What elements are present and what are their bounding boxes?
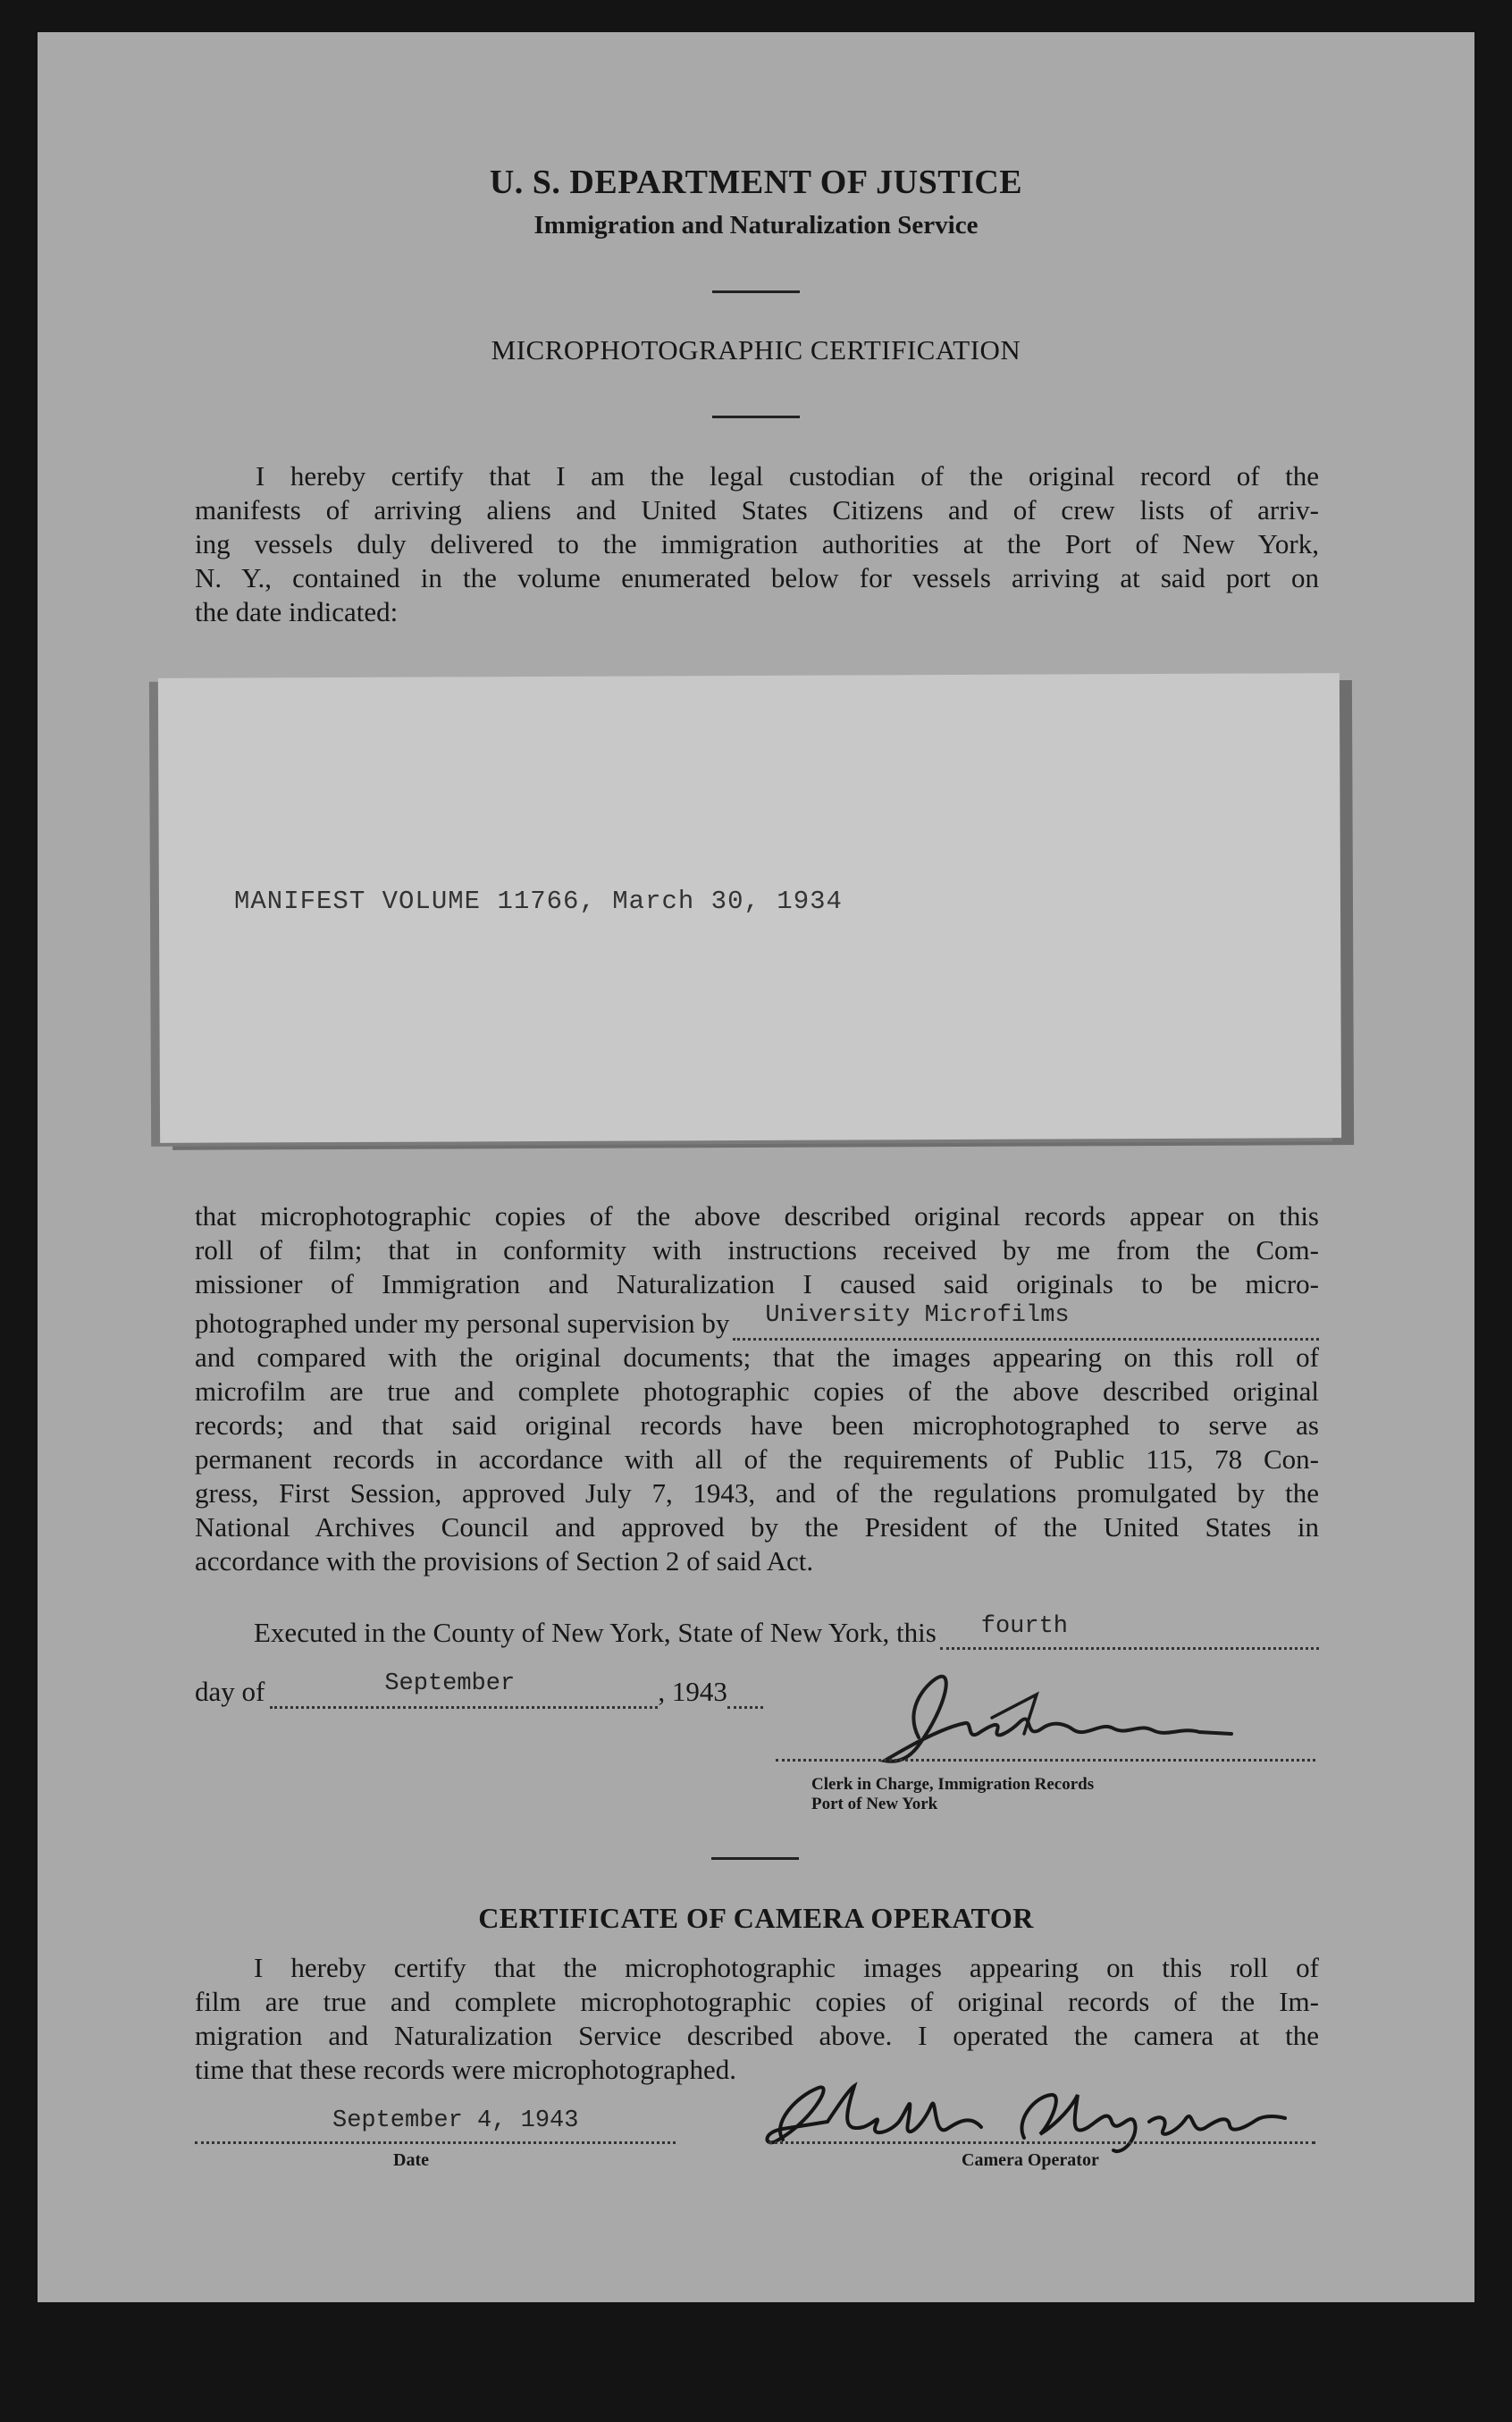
intro-line: the date indicated: (195, 596, 399, 627)
camera-operator-signature (756, 2070, 1310, 2159)
section-divider (712, 416, 800, 418)
supervision-prefix: photographed under my personal supervision by (195, 1308, 730, 1339)
body-paragraph (195, 1199, 1319, 1578)
body-line: National Archives Council and approved by the President of the United States in (195, 1511, 1319, 1543)
month-value: September (384, 1670, 516, 1697)
header-divider (712, 290, 800, 293)
intro-line: ing vessels duly delivered to the immigration authorities at the Port of New York, (195, 528, 1319, 559)
clerk-title-line1: Clerk in Charge, Immigration Records (811, 1775, 1095, 1794)
body-line: gress, First Session, approved July 7, 1943, and of the regulations promulgated by the (195, 1477, 1319, 1509)
intro-line: I hereby certify that I am the legal custodian of the original record of the (256, 460, 1319, 492)
date-label: Date (393, 2150, 429, 2170)
date-value: September 4, 1943 (332, 2107, 579, 2134)
manifest-volume-text: MANIFEST VOLUME 11766, March 30, 1934 (234, 887, 843, 916)
body-line: and compared with the original documents; that the images appearing on this roll of (195, 1341, 1319, 1373)
day-value: fourth (980, 1613, 1068, 1640)
camera-operator-signature-line (769, 2120, 1315, 2144)
clerk-signature-line (776, 1746, 1315, 1762)
supervisor-value: University Microfilms (765, 1302, 1070, 1329)
camera-cert-paragraph (195, 1951, 1319, 2087)
body-line: that microphotographic copies of the above described original records appear on this (195, 1200, 1319, 1232)
body-line: permanent records in accordance with all of the requirements of Public 115, 78 Con- (195, 1443, 1319, 1475)
year-trailing-dots (727, 1681, 763, 1709)
body-line: records; and that said original records have been microphotographed to serve as (195, 1409, 1319, 1441)
clerk-title (811, 1775, 1094, 1814)
camera-cert-title: CERTIFICATE OF CAMERA OPERATOR (478, 1902, 1034, 1934)
service-subheading: Immigration and Naturalization Service (533, 211, 979, 240)
supervision-line (195, 1301, 1319, 1341)
section-title: MICROPHOTOGRAPHIC CERTIFICATION (491, 334, 1021, 366)
camera-cert-line: film are true and complete microphotographic copies of original records of the Im- (195, 1986, 1319, 2017)
body-line: microfilm are true and complete photographic copies of the above described original (195, 1375, 1319, 1407)
department-heading: U. S. DEPARTMENT OF JUSTICE (489, 164, 1023, 201)
year-text: , 1943 (658, 1676, 727, 1707)
body-line: accordance with the provisions of Section 2 of said Act. (195, 1545, 814, 1577)
execution-line (254, 1614, 1319, 1650)
execution-prefix: Executed in the County of New York, State of New York, this (254, 1617, 937, 1648)
intro-line: manifests of arriving aliens and United States Citizens and of crew lists of arriv- (195, 494, 1319, 526)
month-line (195, 1670, 790, 1709)
day-of-label: day of (195, 1676, 265, 1707)
camera-cert-line: time that these records were microphotographed. (195, 2054, 736, 2085)
body-line: missioner of Immigration and Naturalization I caused said originals to be micro- (195, 1268, 1319, 1299)
intro-line: N. Y., contained in the volume enumerated below for vessels arriving at said port on (195, 562, 1319, 593)
body-line: roll of film; that in conformity with instructions received by me from the Com- (195, 1234, 1319, 1266)
camera-cert-line: migration and Naturalization Service described above. I operated the camera at the (195, 2020, 1319, 2051)
camera-operator-label: Camera Operator (962, 2150, 1099, 2170)
camera-cert-line: I hereby certify that the microphotographic images appearing on this roll of (254, 1952, 1319, 1983)
day-field (940, 1613, 1319, 1650)
supervisor-field (733, 1302, 1319, 1341)
clerk-title-line2: Port of New York (811, 1795, 938, 1813)
camera-section-divider (711, 1857, 799, 1860)
intro-paragraph (195, 459, 1319, 629)
month-field (270, 1670, 658, 1709)
